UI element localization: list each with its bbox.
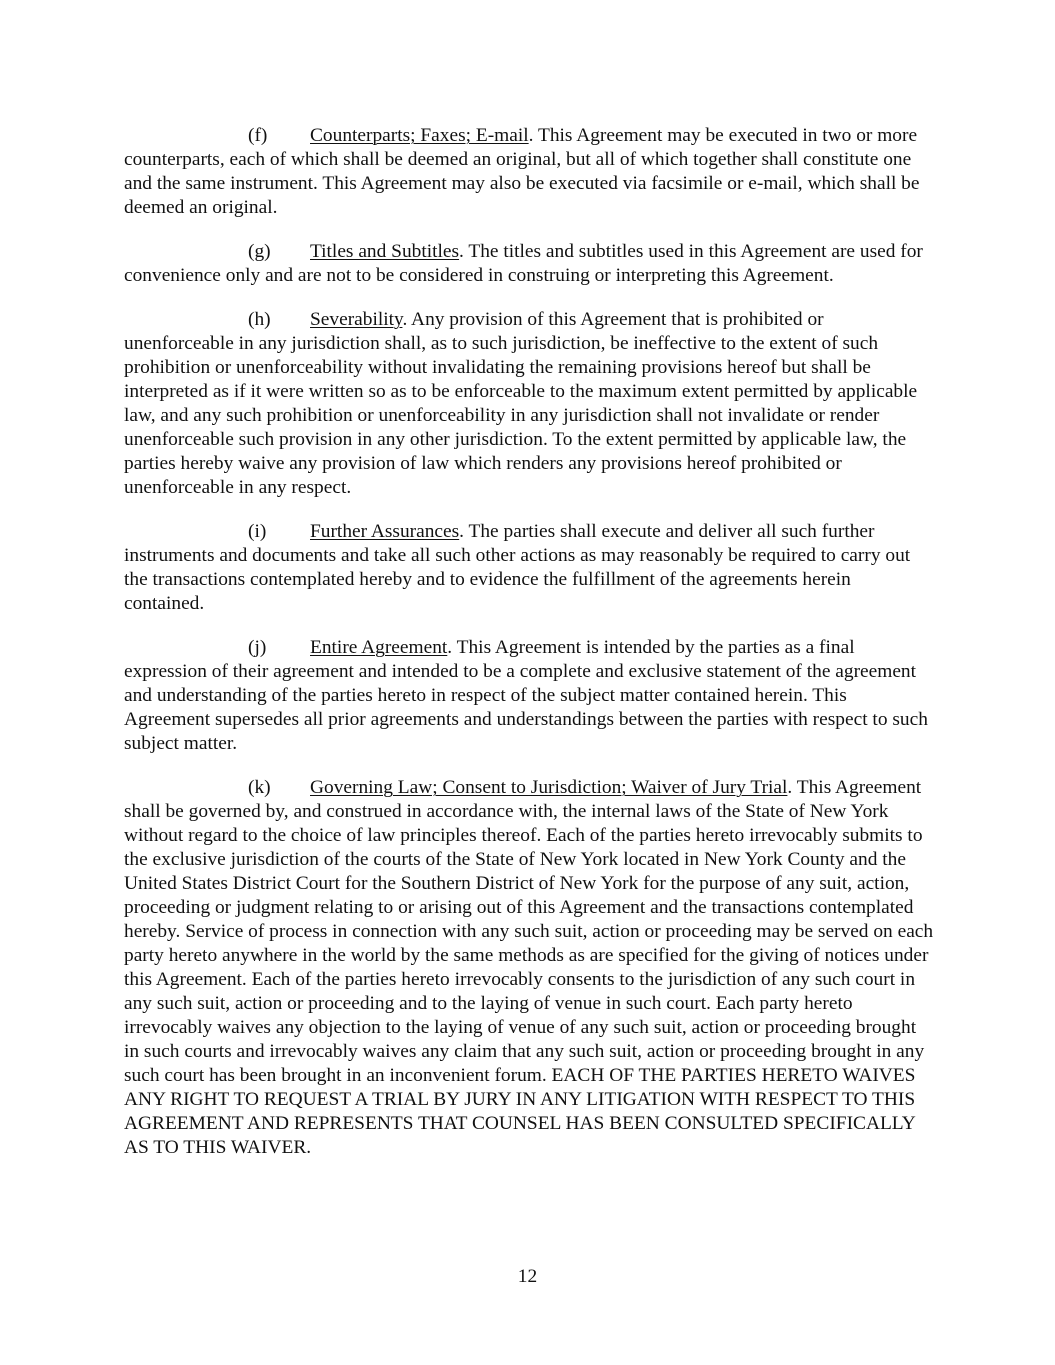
section-marker: (j): [248, 637, 267, 658]
section-marker: (f): [248, 125, 268, 146]
section-heading: Further Assurances: [310, 521, 460, 542]
section-i: [124, 520, 934, 616]
page-number: 12: [517, 1266, 538, 1287]
section-body: . This Agreement is intended by the parties as a final expression of their agreement and intended to be a complete and exclusive statement of the agreement and understanding of the parties hereto in respect of the subject matter contained herein. This Agreement supersedes all prior agreements and understandings between the parties with respect to such subject matter.: [124, 637, 928, 754]
document-page: [124, 124, 934, 1180]
section-f: [124, 124, 934, 220]
section-marker: (i): [248, 521, 267, 542]
section-h: [124, 308, 934, 500]
section-g: [124, 240, 934, 288]
section-heading: Entire Agreement: [310, 637, 448, 658]
section-j: [124, 636, 934, 756]
section-heading: Titles and Subtitles: [310, 241, 460, 262]
section-body: . Any provision of this Agreement that is prohibited or unenforceable in any jurisdiction shall, as to such jurisdiction, be ineffective to the extent of such prohibition or unenforceability without invalidating the remaining provisions hereof but shall be interpreted as if it were written so as to be enforceable to the maximum extent permitted by applicable law, and any such prohibition or unenforceability in any jurisdiction shall not invalidate or render unenforceable such provision in any other jurisdiction. To the extent permitted by applicable law, the parties hereby waive any provision of law which renders any provisions hereof prohibited or unenforceable in any respect.: [124, 309, 918, 498]
section-body: . This Agreement may be executed in two or more counterparts, each of which shall be deemed an original, but all of which together shall constitute one and the same instrument. This Agreement may also be executed via facsimile or e-mail, which shall be deemed an original.: [124, 125, 920, 218]
section-marker: (k): [248, 777, 271, 798]
section-heading: Counterparts; Faxes; E-mail: [310, 125, 529, 146]
section-body: . This Agreement shall be governed by, and construed in accordance with, the internal laws of the State of New York without regard to the choice of law principles thereof. Each of the parties hereto irrevocably submits to the exclusive jurisdiction of the courts of the State of New York located in New York County and the United States District Court for the Southern District of New York for the purpose of any suit, action, proceeding or judgment relating to or arising out of this Agreement and the transactions contemplated hereby. Service of process in connection with any such suit, action or proceeding may be served on each party hereto anywhere in the world by the same methods as are specified for the giving of notices under this Agreement. Each of the parties hereto irrevocably consents to the jurisdiction of any such court in any such suit, action or proceeding and to the laying of venue in such court. Each party hereto irrevocably waives any objection to the laying of venue of any such suit, action or proceeding brought in such courts and irrevocably waives any claim that any such suit, action or proceeding brought in any such court has been brought in an inconvenient forum. EACH OF THE PARTIES HERETO WAIVES ANY RIGHT TO REQUEST A TRIAL BY JURY IN ANY LITIGATION WITH RESPECT TO THIS AGREEMENT AND REPRESENTS THAT COUNSEL HAS BEEN CONSULTED SPECIFICALLY AS TO THIS WAIVER.: [124, 777, 934, 1158]
section-body: . The parties shall execute and deliver all such further instruments and documents and take all such other actions as may reasonably be required to carry out the transactions contemplated hereby and to evidence the fulfillment of the agreements herein contained.: [124, 521, 911, 614]
section-marker: (g): [248, 241, 271, 262]
section-heading: Governing Law; Consent to Jurisdiction; Waiver of Jury Trial: [310, 777, 788, 798]
section-k: [124, 776, 934, 1160]
section-heading: Severability: [310, 309, 403, 330]
section-body: . The titles and subtitles used in this Agreement are used for convenience only and are not to be considered in construing or interpreting this Agreement.: [124, 241, 923, 286]
section-marker: (h): [248, 309, 271, 330]
